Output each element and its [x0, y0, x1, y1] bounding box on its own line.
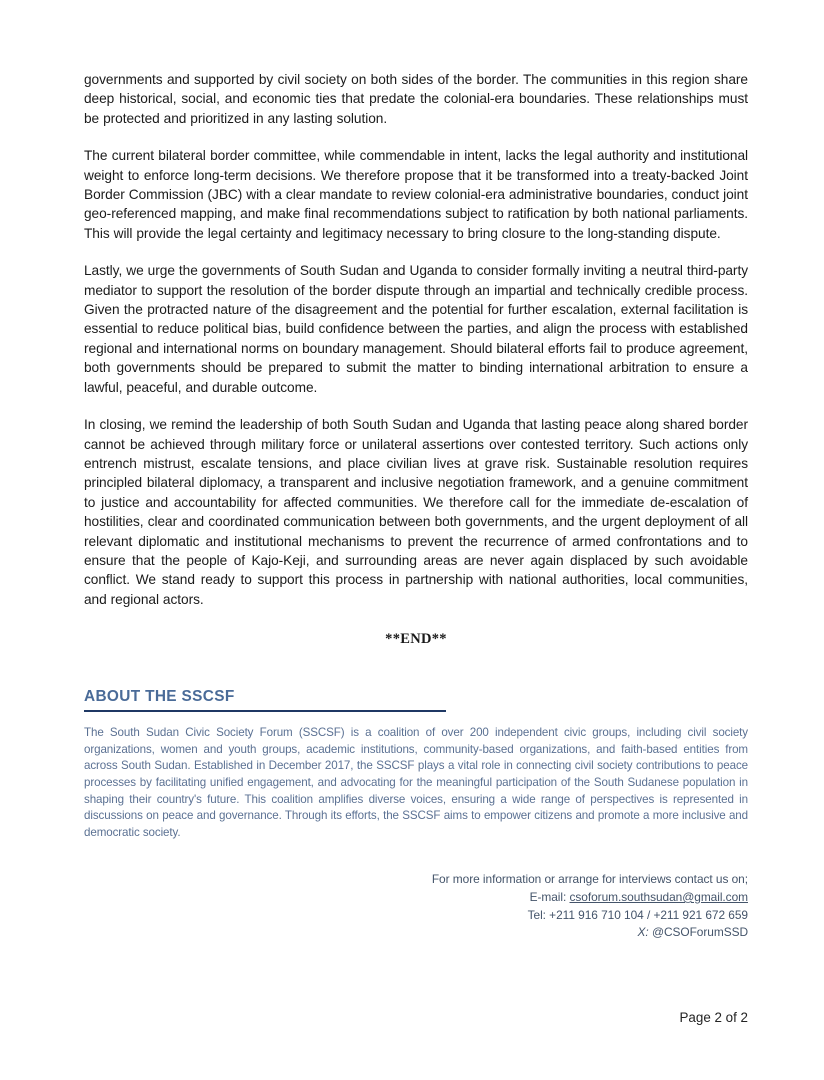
x-platform-label: X:	[637, 925, 649, 940]
body-paragraph: governments and supported by civil society on both sides of the border. The communities in this region share deep historical, social, and economic ties that predate the colonial-era boundaries. These relationships must be protected and prioritized in any lasting solution.	[84, 72, 748, 126]
contact-intro-line: For more information or arrange for interviews contact us on;	[431, 872, 748, 887]
contact-email-link[interactable]: csoforum.southsudan@gmail.com	[569, 889, 748, 904]
page-number-footer: Page 2 of 2	[679, 1010, 748, 1025]
contact-email-label: E-mail:	[529, 889, 567, 904]
about-section-heading: ABOUT THE SSCSF	[84, 688, 235, 706]
about-section-divider	[84, 710, 446, 712]
page-content	[84, 70, 748, 942]
contact-telephone-line: Tel: +211 916 710 104 / +211 921 672 659	[527, 907, 748, 922]
contact-social-line	[84, 924, 748, 942]
about-section-body: The South Sudan Civic Society Forum (SSCSF) is a coalition of over 200 independent civic groups, including civil society organizations, women and youth groups, academic institutions, community-based organizations, and faith-based entities from across South Sudan. Established in December 2017, the SSCSF plays a vital role in connecting civil society contributions to peace processes by facilitating unified engagement, and advocating for the meaningful participation of the South Sudanese population in shaping their country's future. This coalition amplifies diverse voices, ensuring a wide range of perspectives is represented in discussions on peace and governance. Through its efforts, the SSCSF aims to empower citizens and promote a more inclusive and democratic society.	[84, 726, 748, 839]
about-section	[84, 688, 748, 841]
body-paragraph: In closing, we remind the leadership of both South Sudan and Uganda that lasting peace along shared border cannot be achieved through military force or unilateral assertions over contested territory. Such actions only entrench mistrust, escalate tensions, and place civilian lives at grave risk. Sustainable resolution requires principled bilateral diplomacy, a transparent and inclusive negotiation framework, and a genuine commitment to justice and accountability for affected communities. We therefore call for the immediate de-escalation of hostilities, clear and coordinated communication between both governments, and the urgent deployment of all relevant diplomatic and institutional mechanisms to prevent the recurrence of armed confrontations and to ensure that the people of Kajo-Keji, and surrounding areas are never again displaced by such avoidable conflict. We stand ready to support this process in partnership with national authorities, local communities, and regional actors.	[84, 417, 748, 607]
contact-email-line	[84, 889, 748, 907]
body-paragraph: Lastly, we urge the governments of South Sudan and Uganda to consider formally inviting a neutral third-party mediator to support the resolution of the border dispute through an impartial and technically credible process. Given the protracted nature of the disagreement and the potential for further escalation, external facilitation is essential to reduce political bias, build confidence between the parties, and align the process with established regional and international norms on boundary management. Should bilateral efforts fail to produce agreement, both governments should be prepared to submit the matter to binding international arbitration to ensure a lawful, peaceful, and durable outcome.	[84, 263, 748, 395]
contact-block	[84, 871, 748, 941]
end-of-document-marker: **END**	[385, 631, 447, 648]
body-paragraph: The current bilateral border committee, while commendable in intent, lacks the legal authority and institutional weight to enforce long-term decisions. We therefore propose that it be transformed into a treaty-backed Joint Border Commission (JBC) with a clear mandate to review colonial-era administrative boundaries, conduct joint geo-referenced mapping, and make final recommendations subject to ratification by both national parliaments. This will provide the legal certainty and legitimacy necessary to bring closure to the long-standing dispute.	[84, 148, 748, 241]
x-handle: @CSOForumSSD	[651, 925, 748, 940]
